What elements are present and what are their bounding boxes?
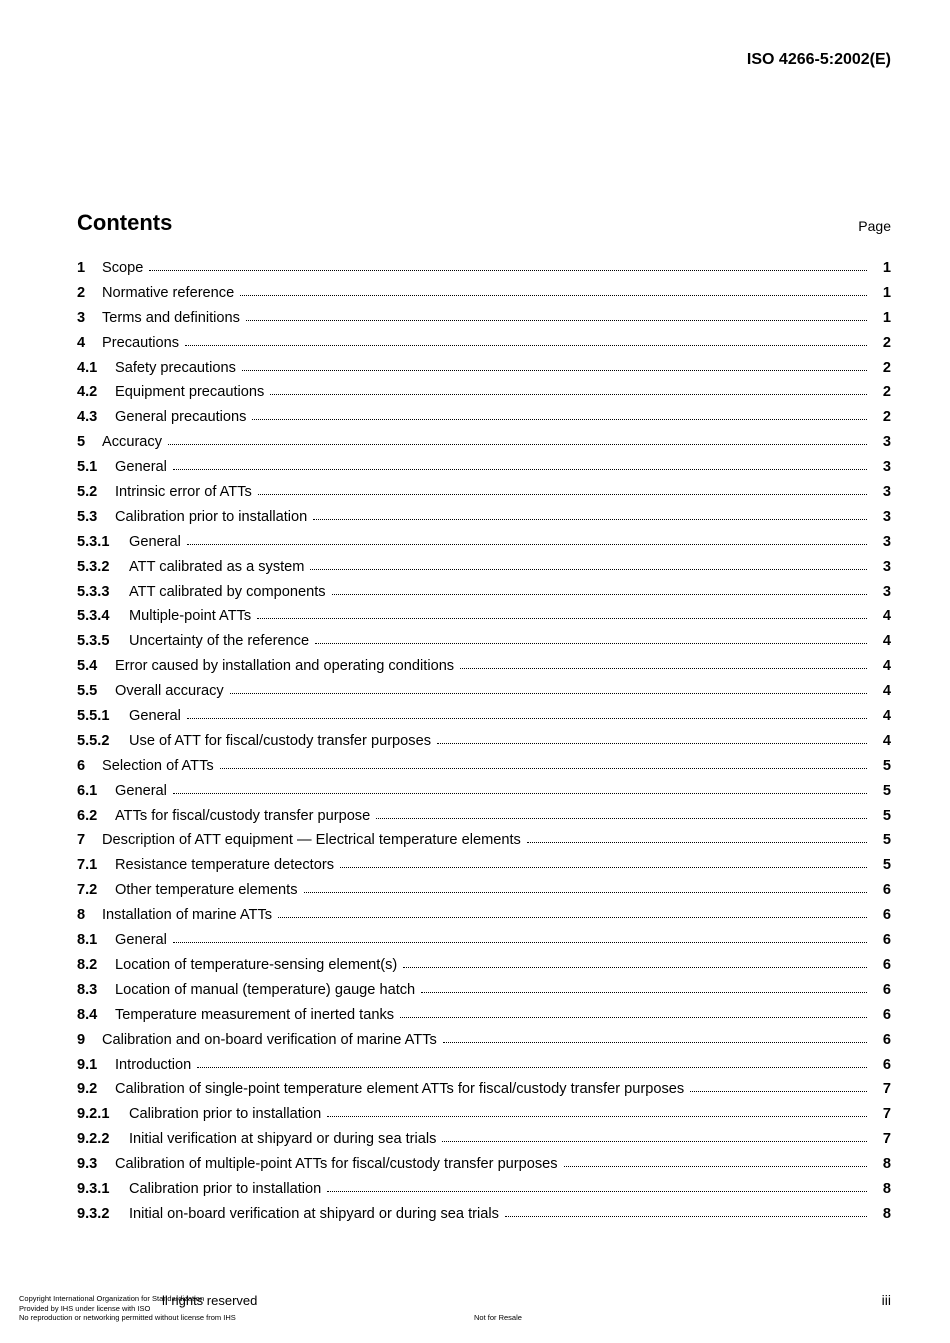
toc-entry-title: Other temperature elements: [115, 882, 298, 899]
toc-entry-page: 1: [882, 309, 891, 326]
toc-entry-number: 2: [77, 284, 86, 301]
toc-entry-page: 7: [882, 1106, 891, 1123]
toc-entry-page: 8: [882, 1205, 891, 1222]
toc-entry-page: 3: [882, 434, 891, 451]
toc-entry-page: 4: [882, 708, 891, 725]
toc-entry-number: 9.1: [77, 1056, 98, 1073]
toc-entry-page: 7: [882, 1081, 891, 1098]
document-id: ISO 4266-5:2002(E): [746, 51, 891, 68]
toc-entry-page: 2: [882, 334, 891, 351]
toc-entry-page: 2: [882, 409, 891, 426]
dot-leader: [257, 608, 867, 620]
dot-leader: [460, 658, 867, 670]
toc-entry-page: 5: [882, 782, 891, 799]
dot-leader: [304, 882, 867, 894]
toc-entry-page: 3: [882, 484, 891, 501]
dot-leader: [310, 559, 867, 571]
toc-entry-page: 6: [882, 956, 891, 973]
toc-entry-number: 9.2: [77, 1081, 98, 1098]
toc-entry-number: 4.2: [77, 384, 98, 401]
toc-entry-number: 5.3.3: [77, 583, 110, 600]
toc-entry-number: 9: [77, 1031, 86, 1048]
toc-entry-title: Calibration and on-board verification of marine ATTs: [102, 1031, 437, 1048]
toc-entry[interactable]: [77, 484, 891, 509]
toc-entry[interactable]: [77, 285, 891, 310]
toc-entry-title: Uncertainty of the reference: [129, 633, 310, 650]
toc-entry-page: 5: [882, 857, 891, 874]
toc-entry[interactable]: [77, 733, 891, 758]
toc-entry-title: Equipment precautions: [115, 384, 265, 401]
toc-entry[interactable]: [77, 1131, 891, 1156]
toc-entry-title: Overall accuracy: [115, 683, 224, 700]
toc-entry-title: Introduction: [115, 1056, 192, 1073]
toc-entry-number: 9.2.1: [77, 1106, 110, 1123]
dot-leader: [403, 957, 867, 969]
toc-entry-title: Calibration prior to installation: [115, 508, 308, 525]
toc-entry[interactable]: [77, 1032, 891, 1057]
dot-leader: [258, 484, 867, 496]
toc-entry-page: 3: [882, 558, 891, 575]
toc-entry[interactable]: [77, 907, 891, 932]
toc-entry-page: 1: [882, 260, 891, 276]
toc-entry[interactable]: [77, 434, 891, 459]
toc-entry-number: 5.2: [77, 484, 98, 501]
toc-entry-title: ATTs for fiscal/custody transfer purpose: [115, 807, 371, 824]
toc-entry-title: ATT calibrated as a system: [129, 558, 305, 575]
toc-entry[interactable]: [77, 932, 891, 957]
toc-entry-title: Error caused by installation and operating conditions: [115, 658, 455, 675]
toc-entry[interactable]: [77, 1181, 891, 1206]
dot-leader: [442, 1131, 867, 1143]
toc-entry-number: 5.4: [77, 658, 98, 675]
dot-leader: [242, 360, 867, 372]
toc-entry-title: Calibration of multiple-point ATTs for fiscal/custody transfer purposes: [115, 1156, 558, 1173]
dot-leader: [315, 633, 867, 645]
toc-entry[interactable]: [77, 559, 891, 584]
toc-entry-number: 3: [77, 309, 86, 326]
dot-leader: [278, 907, 867, 919]
toc-entry-title: Initial verification at shipyard or during sea trials: [129, 1131, 437, 1148]
toc-entry-number: 1: [77, 260, 86, 276]
toc-entry[interactable]: [77, 832, 891, 857]
toc-entry-number: 6.2: [77, 807, 98, 824]
toc-entry-title: Terms and definitions: [102, 309, 240, 326]
toc-entry-number: 6.1: [77, 782, 98, 799]
toc-entry[interactable]: [77, 1081, 891, 1106]
toc-entry-page: 4: [882, 608, 891, 625]
toc-entry-title: Description of ATT equipment — Electrical temperature elements: [102, 832, 521, 849]
toc-entry[interactable]: [77, 857, 891, 882]
toc-entry-number: 9.3.1: [77, 1180, 110, 1197]
dot-leader: [437, 733, 867, 745]
toc-entry[interactable]: [77, 584, 891, 609]
toc-entry[interactable]: [77, 310, 891, 335]
copyright-line: No reproduction or networking permitted without license from IHS: [19, 1313, 236, 1322]
toc-entry-page: 6: [882, 1006, 891, 1023]
toc-entry[interactable]: [77, 509, 891, 534]
dot-leader: [505, 1206, 867, 1218]
toc-entry-page: 2: [882, 384, 891, 401]
table-of-contents: [77, 260, 891, 1231]
toc-entry-page: 7: [882, 1131, 891, 1148]
page-column-label: Page: [858, 218, 891, 234]
toc-entry-number: 7.1: [77, 857, 98, 874]
toc-entry-page: 2: [882, 359, 891, 376]
toc-entry[interactable]: [77, 459, 891, 484]
toc-entry[interactable]: [77, 658, 891, 683]
toc-entry-number: 8: [77, 907, 86, 924]
toc-entry[interactable]: [77, 534, 891, 559]
rights-reserved-text: ll rights reserved: [162, 1293, 258, 1308]
dot-leader: [240, 285, 867, 297]
dot-leader: [564, 1156, 867, 1168]
toc-entry[interactable]: [77, 957, 891, 982]
copyright-line: Provided by IHS under license with ISO: [19, 1303, 151, 1313]
dot-leader: [246, 310, 867, 322]
toc-entry-title: Safety precautions: [115, 359, 236, 376]
toc-entry-title: Use of ATT for fiscal/custody transfer purposes: [129, 732, 431, 749]
toc-entry-number: 5.3.4: [77, 608, 110, 625]
toc-entry-page: 5: [882, 807, 891, 824]
dot-leader: [527, 832, 867, 844]
dot-leader: [376, 808, 867, 820]
toc-entry-title: General: [129, 708, 181, 725]
toc-entry-page: 1: [882, 284, 891, 301]
toc-entry-title: Resistance temperature detectors: [115, 857, 335, 874]
toc-entry-number: 5.5.2: [77, 732, 110, 749]
toc-entry-page: 3: [882, 583, 891, 600]
dot-leader: [270, 384, 867, 396]
toc-entry-number: 5.3: [77, 508, 98, 525]
dot-leader: [173, 783, 867, 795]
toc-entry[interactable]: [77, 683, 891, 708]
dot-leader: [168, 434, 867, 446]
dot-leader: [327, 1106, 867, 1118]
toc-entry-title: Location of manual (temperature) gauge hatch: [115, 981, 416, 998]
toc-entry-number: 7: [77, 832, 86, 849]
toc-entry[interactable]: [77, 1156, 891, 1181]
dot-leader: [313, 509, 867, 521]
toc-entry-title: Installation of marine ATTs: [102, 907, 273, 924]
dot-leader: [149, 260, 867, 272]
dot-leader: [421, 982, 867, 994]
contents-title: Contents: [77, 210, 173, 235]
toc-entry-title: Selection of ATTs: [102, 757, 214, 774]
toc-entry[interactable]: [77, 335, 891, 360]
toc-entry-page: 6: [882, 1031, 891, 1048]
toc-entry-page: 5: [882, 832, 891, 849]
dot-leader: [443, 1032, 867, 1044]
toc-entry-page: 4: [882, 683, 891, 700]
toc-entry-title: General: [115, 459, 167, 476]
toc-entry-title: Calibration prior to installation: [129, 1106, 322, 1123]
toc-entry[interactable]: [77, 260, 891, 285]
toc-entry-page: 6: [882, 907, 891, 924]
toc-entry[interactable]: [77, 384, 891, 409]
toc-entry-number: 5.5: [77, 683, 98, 700]
toc-entry-page: 3: [882, 459, 891, 476]
toc-entry-page: 8: [882, 1156, 891, 1173]
toc-entry-page: 6: [882, 981, 891, 998]
toc-entry-page: 3: [882, 508, 891, 525]
toc-entry-number: 5.3.1: [77, 533, 110, 550]
dot-leader: [332, 584, 867, 596]
dot-leader: [187, 534, 867, 546]
toc-entry-number: 9.2.2: [77, 1131, 110, 1148]
toc-entry-title: Initial on-board verification at shipyard or during sea trials: [129, 1205, 499, 1222]
toc-entry[interactable]: [77, 1106, 891, 1131]
toc-entry-title: General precautions: [115, 409, 247, 426]
toc-entry[interactable]: [77, 882, 891, 907]
toc-entry-title: Multiple-point ATTs: [129, 608, 252, 625]
toc-entry-title: Location of temperature-sensing element(s): [115, 956, 398, 973]
toc-entry-title: ATT calibrated by components: [129, 583, 326, 600]
toc-entry-number: 8.3: [77, 981, 98, 998]
dot-leader: [230, 683, 867, 695]
toc-entry[interactable]: [77, 808, 891, 833]
toc-entry-title: Temperature measurement of inerted tanks: [115, 1006, 395, 1023]
toc-entry[interactable]: [77, 1007, 891, 1032]
toc-entry[interactable]: [77, 1206, 891, 1231]
dot-leader: [220, 758, 867, 770]
toc-entry-page: 6: [882, 1056, 891, 1073]
toc-entry-number: 8.2: [77, 956, 98, 973]
toc-entry-page: 4: [882, 658, 891, 675]
dot-leader: [197, 1057, 867, 1069]
toc-entry-page: 4: [882, 633, 891, 650]
toc-entry-page: 3: [882, 533, 891, 550]
toc-entry-number: 5: [77, 434, 86, 451]
toc-entry-title: Scope: [102, 260, 144, 276]
toc-entry[interactable]: [77, 758, 891, 783]
toc-entry-number: 5.3.2: [77, 558, 110, 575]
toc-entry-title: Calibration prior to installation: [129, 1180, 322, 1197]
dot-leader: [185, 335, 867, 347]
dot-leader: [173, 932, 867, 944]
toc-entry-number: 4.1: [77, 359, 98, 376]
dot-leader: [187, 708, 867, 720]
toc-entry-number: 9.3.2: [77, 1205, 110, 1222]
toc-entry-title: Normative reference: [102, 284, 235, 301]
toc-entry[interactable]: [77, 409, 891, 434]
dot-leader: [400, 1007, 867, 1019]
toc-entry-title: Intrinsic error of ATTs: [115, 484, 252, 501]
toc-entry-number: 5.3.5: [77, 633, 110, 650]
toc-entry-number: 4: [77, 334, 86, 351]
dot-leader: [690, 1081, 867, 1093]
dot-leader: [327, 1181, 867, 1193]
toc-entry-title: General: [115, 782, 167, 799]
toc-entry-title: General: [115, 932, 167, 949]
toc-entry-page: 6: [882, 932, 891, 949]
dot-leader: [340, 857, 867, 869]
toc-entry-page: 6: [882, 882, 891, 899]
toc-entry-title: Accuracy: [102, 434, 163, 451]
toc-entry-title: General: [129, 533, 181, 550]
toc-entry-title: Precautions: [102, 334, 180, 351]
toc-entry-number: 5.1: [77, 459, 98, 476]
toc-entry[interactable]: [77, 1057, 891, 1082]
toc-entry[interactable]: [77, 608, 891, 633]
toc-entry-number: 5.5.1: [77, 708, 110, 725]
toc-entry[interactable]: [77, 360, 891, 385]
toc-entry-page: 4: [882, 732, 891, 749]
toc-entry-number: 6: [77, 757, 86, 774]
toc-entry-number: 8.1: [77, 932, 98, 949]
dot-leader: [173, 459, 867, 471]
not-for-resale-text: Not for Resale: [474, 1313, 522, 1322]
toc-entry-number: 8.4: [77, 1006, 98, 1023]
toc-entry[interactable]: [77, 633, 891, 658]
toc-entry-number: 7.2: [77, 882, 98, 899]
toc-entry-title: Calibration of single-point temperature element ATTs for fiscal/custody transfer purposes: [115, 1081, 685, 1098]
toc-entry[interactable]: [77, 708, 891, 733]
page-number: iii: [881, 1292, 891, 1308]
toc-entry-page: 8: [882, 1180, 891, 1197]
toc-entry-page: 5: [882, 757, 891, 774]
copyright-line: Copyright International Organization for Standardization: [19, 1294, 205, 1303]
dot-leader: [252, 409, 867, 421]
toc-entry-number: 4.3: [77, 409, 98, 426]
toc-entry[interactable]: [77, 783, 891, 808]
toc-entry-number: 9.3: [77, 1156, 98, 1173]
toc-entry[interactable]: [77, 982, 891, 1007]
